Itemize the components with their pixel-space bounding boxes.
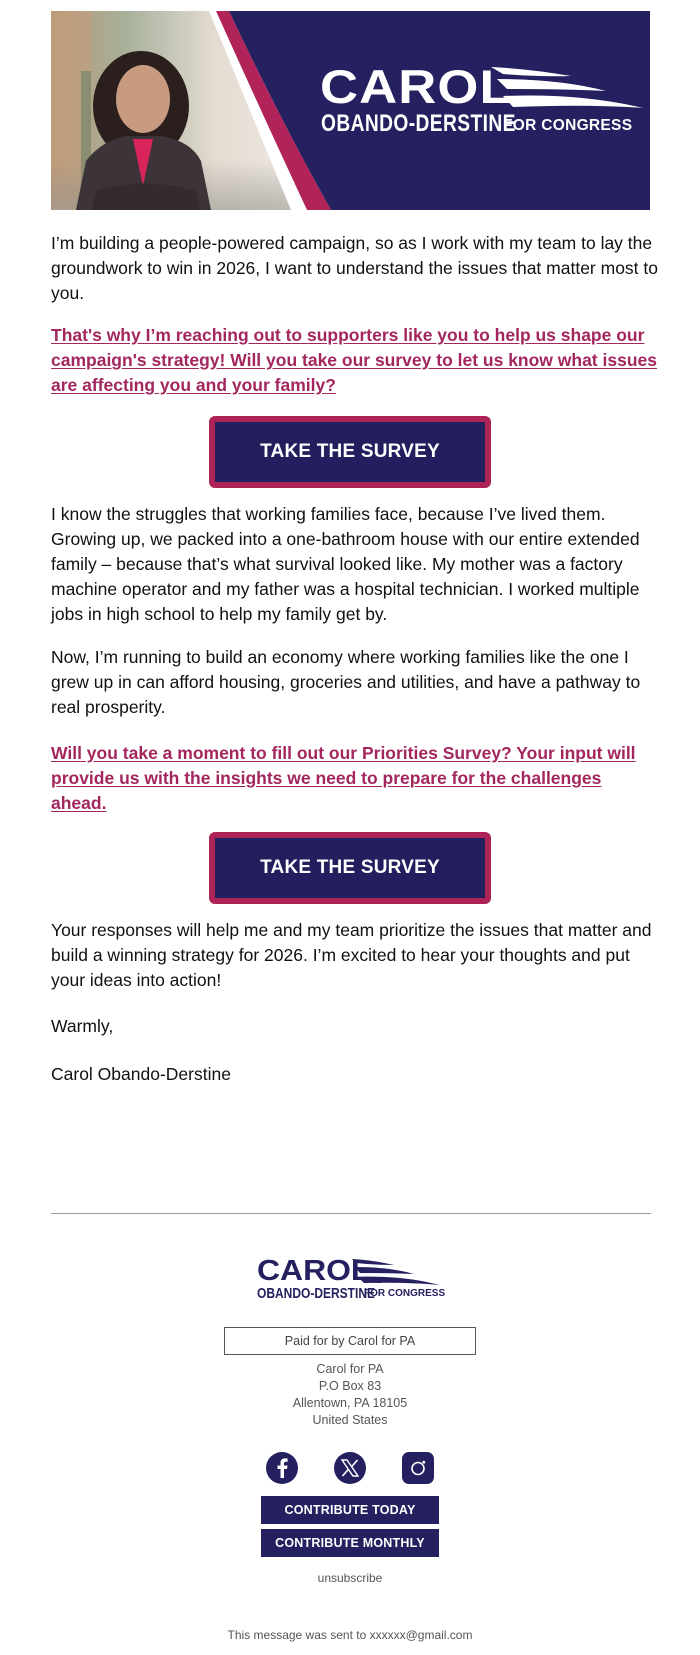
- signature: Carol Obando-Derstine: [51, 1064, 231, 1084]
- instagram-icon: [408, 1458, 428, 1478]
- footer-logo: [257, 1257, 447, 1303]
- header-banner: [51, 11, 650, 210]
- footer-divider: [51, 1213, 651, 1214]
- x-button[interactable]: [334, 1452, 366, 1484]
- intro-paragraph: I’m building a people-powered campaign, so as I work with my team to lay the groundwork to win in 2026, I want to understand the issues that matter most to you.: [51, 233, 658, 303]
- footer-logo-name-first: CAROL: [257, 1255, 371, 1287]
- take-survey-button-2[interactable]: TAKE THE SURVEY: [209, 832, 491, 904]
- banner-tagline: FOR CONGRESS: [503, 117, 633, 134]
- take-survey-button-1[interactable]: TAKE THE SURVEY: [209, 416, 491, 488]
- facebook-icon: [274, 1458, 290, 1478]
- unsubscribe-link[interactable]: unsubscribe: [317, 1571, 383, 1585]
- survey-link-1[interactable]: That's why I’m reaching out to supporters like you to help us shape our campaign's strategy! Will you take our survey to let us know what issues are affecting you and your family?: [51, 325, 657, 395]
- instagram-button[interactable]: [402, 1452, 434, 1484]
- sent-to-notice: This message was sent to xxxxxx@gmail.com: [227, 1628, 473, 1642]
- address-line-4: United States: [312, 1413, 388, 1427]
- story-paragraph: I know the struggles that working families face, because I’ve lived them. Growing up, we packed into a one-bathroom house with our entire extended family – because that’s what survival looked like. My mother was a factory machine operator and my father was a hospital technician. I worked multiple jobs in high school to help my family get by.: [51, 504, 640, 624]
- x-icon: [341, 1459, 359, 1477]
- footer-logo-name-last: OBANDO-DERSTINE: [257, 1285, 376, 1302]
- contribute-monthly-button[interactable]: CONTRIBUTE MONTHLY: [261, 1529, 439, 1557]
- contribute-today-button[interactable]: CONTRIBUTE TODAY: [261, 1496, 439, 1524]
- paid-for-disclaimer: Paid for by Carol for PA: [224, 1327, 476, 1355]
- facebook-button[interactable]: [266, 1452, 298, 1484]
- footer-logo-tagline: FOR CONGRESS: [364, 1288, 446, 1299]
- economy-paragraph: Now, I’m running to build an economy where working families like the one I grew up in can afford housing, groceries and utilities, and have a pathway to real prosperity.: [51, 647, 641, 717]
- address-line-1: Carol for PA: [316, 1362, 384, 1376]
- signoff: Warmly,: [51, 1016, 114, 1036]
- address-line-3: Allentown, PA 18105: [292, 1396, 408, 1410]
- banner-name-last: OBANDO-DERSTINE: [321, 110, 516, 137]
- address-line-2: P.O Box 83: [318, 1379, 382, 1393]
- survey-link-2[interactable]: Will you take a moment to fill out our Priorities Survey? Your input will provide us with the insights we need to prepare for the challenges ahead.: [51, 743, 636, 813]
- closing-paragraph: Your responses will help me and my team prioritize the issues that matter and build a winning strategy for 2026. I’m excited to hear your thoughts and put your ideas into action!: [51, 920, 652, 990]
- banner-name-first: CAROL: [320, 60, 513, 113]
